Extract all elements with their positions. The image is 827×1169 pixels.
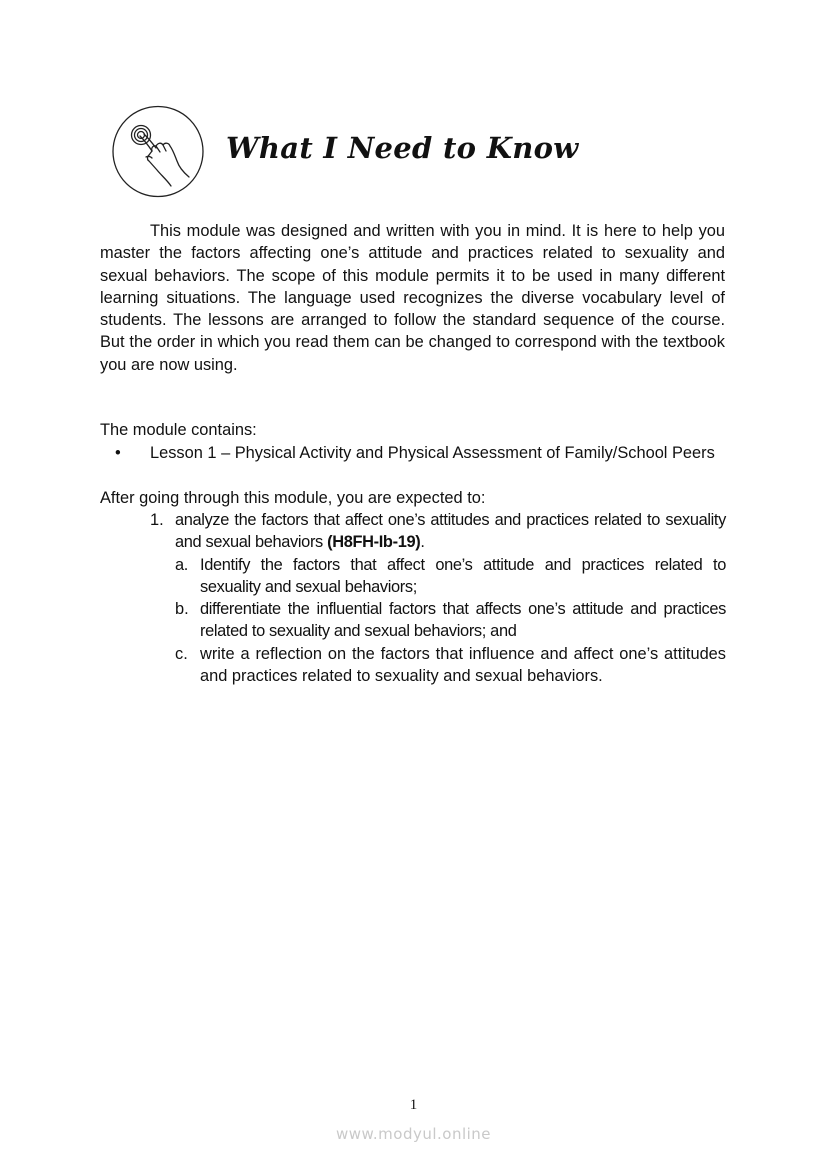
sub-objectives-list — [175, 554, 726, 688]
lesson-list — [100, 442, 730, 464]
sub-objective-text: differentiate the influential factors that affects one’s attitude and practices related to sexuality and sexual behaviors; and — [200, 600, 726, 641]
watermark-text: www.modyul.online — [335, 1125, 492, 1143]
competency-code: (H8FH-Ib-19) — [327, 533, 421, 552]
objective-text-main: analyze the factors that affect one’s attitudes and practices related to sexuality and sexual behaviors — [175, 511, 726, 552]
objectives-list — [150, 509, 726, 687]
lesson-title: Lesson 1 – Physical Activity and Physical Assessment of Family/School Peers — [150, 444, 715, 462]
sub-objective-text: Identify the factors that affect one’s attitude and practices related to sexuality and sexual behaviors; — [200, 555, 726, 596]
bullet-icon: • — [115, 444, 121, 462]
lesson-list-item — [100, 442, 730, 464]
section-title: What I Need to Know — [226, 131, 579, 165]
sub-objective-text: write a reflection on the factors that influence and affect one’s attitudes and practices related to sexuality and sexual behaviors. — [200, 644, 726, 686]
intro-paragraph: This module was designed and written with you in mind. It is here to help you master the factors affecting one’s attitude and practices related to sexuality and sexual behaviors. The scope of this module permits it to be used in many different learning situations. The language used recognizes the diverse vocabulary level of students. The lessons are arranged to follow the standard sequence of the course. But the order in which you read them can be changed to correspond with the textbook you are now using. — [100, 222, 725, 374]
objective-item — [150, 509, 726, 687]
sub-objective-letter: a. — [175, 555, 188, 574]
module-contains-label: The module contains: — [100, 421, 257, 439]
pointing-hand-touch-icon — [111, 105, 205, 198]
sub-objective-item — [175, 643, 726, 688]
objective-text-end: . — [420, 533, 425, 552]
sub-objective-letter: c. — [175, 644, 188, 663]
objective-number: 1. — [150, 511, 164, 529]
page-number: 1 — [409, 1097, 418, 1113]
sub-objective-item — [175, 598, 726, 643]
expectations-label: After going through this module, you are expected to: — [100, 489, 486, 507]
sub-objective-item — [175, 554, 726, 599]
objective-text — [175, 509, 726, 554]
sub-objective-letter: b. — [175, 600, 189, 619]
